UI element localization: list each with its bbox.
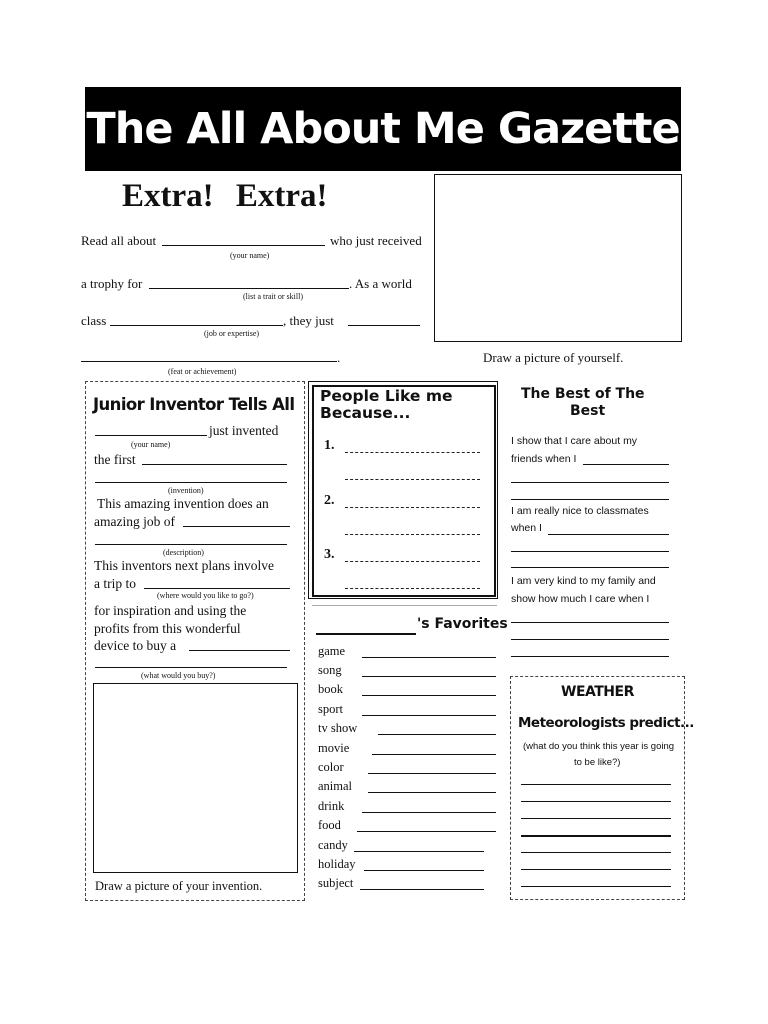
weather-subheading: Meteorologists predict... <box>518 715 694 731</box>
weather-heading: WEATHER <box>561 684 634 700</box>
invention-hint: (invention) <box>168 486 204 495</box>
reason-3-number: 3. <box>324 547 335 562</box>
best-p3-blank-1[interactable] <box>511 622 669 623</box>
reason-3-blank-a[interactable] <box>345 561 480 562</box>
fav-label-game: game <box>318 644 346 658</box>
headline: Extra! Extra! <box>122 178 328 214</box>
fav-blank-game[interactable] <box>362 657 496 658</box>
fav-label-movie: movie <box>318 741 350 755</box>
fav-blank-candy[interactable] <box>354 851 484 852</box>
job-blank[interactable] <box>110 325 283 326</box>
inspiration-line2: profits from this wonderful <box>94 621 241 636</box>
best-p3-blank-3[interactable] <box>511 656 669 657</box>
gazette-title: The All About Me Gazette <box>86 104 680 154</box>
next-plans-text: This inventors next plans involve <box>94 558 274 573</box>
job-hint: (job or expertise) <box>204 329 260 338</box>
fav-label-drink: drink <box>318 799 345 813</box>
reason-1-number: 1. <box>324 438 335 453</box>
weather-blank-4[interactable] <box>521 835 671 837</box>
feat-hint: (feat or achievement) <box>168 367 237 376</box>
your-name-hint: (your name) <box>230 251 270 260</box>
favorites-name-blank[interactable] <box>316 633 416 635</box>
people-heading-2: Because... <box>320 404 411 422</box>
best-heading-2: Best <box>570 403 606 419</box>
a-trip-to-text: a trip to <box>94 576 136 591</box>
best-p1-blank-3[interactable] <box>511 499 669 500</box>
trait-hint: (list a trait or skill) <box>243 292 303 301</box>
fav-label-food: food <box>318 818 341 832</box>
best-p3-line2: show how much I care when I <box>511 593 650 605</box>
favorites-top-rule <box>312 605 497 606</box>
fav-blank-subject[interactable] <box>360 889 484 890</box>
best-p1-line1: I show that I care about my <box>511 435 638 447</box>
favorites-heading: 's Favorites <box>417 616 508 632</box>
fav-label-sport: sport <box>318 702 343 716</box>
name-blank[interactable] <box>162 245 325 246</box>
best-p3-blank-2[interactable] <box>511 639 669 640</box>
reason-2-number: 2. <box>324 493 335 508</box>
best-p2-line1: I am really nice to classmates <box>511 505 649 517</box>
trait-blank[interactable] <box>149 288 349 289</box>
inventor-name-hint: (your name) <box>131 440 171 449</box>
best-p1-blank-1[interactable] <box>583 464 669 465</box>
class-text: class <box>81 313 107 328</box>
best-p2-blank-3[interactable] <box>511 567 669 568</box>
trophy-for-text: a trophy for <box>81 276 143 291</box>
fav-blank-movie[interactable] <box>372 754 496 755</box>
fav-label-animal: animal <box>318 779 353 793</box>
as-a-world-text: . As a world <box>349 276 412 291</box>
fav-label-tv-show: tv show <box>318 721 358 735</box>
read-all-about-text: Read all about <box>81 233 157 248</box>
gazette-title-banner <box>85 87 681 171</box>
weather-box <box>510 676 685 900</box>
fav-blank-food[interactable] <box>357 831 496 832</box>
fav-label-holiday: holiday <box>318 857 356 871</box>
fav-label-subject: subject <box>318 876 354 890</box>
weather-blank-7[interactable] <box>521 886 671 887</box>
where-hint: (where would you like to go?) <box>157 591 254 600</box>
best-heading-1: The Best of The <box>521 386 645 402</box>
fav-label-candy: candy <box>318 838 348 852</box>
fav-blank-drink[interactable] <box>362 812 496 813</box>
best-p2-line2: when I <box>511 522 542 534</box>
best-p3-line1: I am very kind to my family and <box>511 575 656 587</box>
feat-blank[interactable] <box>81 361 337 362</box>
weather-hint-1: (what do you think this year is going <box>523 741 675 752</box>
weather-blank-3[interactable] <box>521 818 671 819</box>
fav-label-book: book <box>318 682 343 696</box>
fav-label-song: song <box>318 663 342 677</box>
inspiration-line1: for inspiration and using the <box>94 603 247 618</box>
fav-blank-sport[interactable] <box>362 715 496 716</box>
description-hint: (description) <box>163 548 204 557</box>
buy-hint: (what would you buy?) <box>141 671 216 680</box>
invention-drawing-box[interactable] <box>93 683 298 873</box>
self-portrait-caption: Draw a picture of yourself. <box>483 350 624 365</box>
the-first-text: the first <box>94 452 136 467</box>
reason-2-blank-b[interactable] <box>345 534 480 535</box>
reason-1-blank-b[interactable] <box>345 479 480 480</box>
people-heading-1: People Like me <box>320 387 453 405</box>
weather-blank-5[interactable] <box>521 852 671 853</box>
fav-blank-book[interactable] <box>362 695 496 696</box>
just-invented-text: just invented <box>209 423 279 438</box>
weather-blank-2[interactable] <box>521 801 671 802</box>
reason-2-blank-a[interactable] <box>345 507 480 508</box>
fav-blank-tv-show[interactable] <box>378 734 496 735</box>
buy-blank-2[interactable] <box>95 667 287 668</box>
amazing-blank-2[interactable] <box>95 544 287 545</box>
invention-caption: Draw a picture of your invention. <box>95 879 263 893</box>
reason-3-blank-b[interactable] <box>345 588 480 589</box>
self-portrait-box[interactable] <box>434 174 682 342</box>
best-p2-blank-1[interactable] <box>548 534 669 535</box>
who-just-received-text: who just received <box>330 233 422 248</box>
they-just-text: , they just <box>283 313 334 328</box>
reason-1-blank-a[interactable] <box>345 452 480 453</box>
amazing-line1: This amazing invention does an <box>97 496 269 511</box>
invention-blank-1[interactable] <box>142 464 287 465</box>
they-just-blank[interactable] <box>348 325 420 326</box>
best-p1-line2: friends when I <box>511 453 577 465</box>
fav-blank-color[interactable] <box>368 773 496 774</box>
weather-blank-1[interactable] <box>521 784 671 785</box>
inventor-name-blank[interactable] <box>95 435 207 436</box>
amazing-job-of-text: amazing job of <box>94 514 175 529</box>
amazing-blank-1[interactable] <box>183 526 290 527</box>
trip-blank[interactable] <box>144 588 290 589</box>
weather-blank-6[interactable] <box>521 869 671 870</box>
fav-blank-holiday[interactable] <box>364 870 484 871</box>
fav-blank-animal[interactable] <box>368 792 496 793</box>
invention-blank-2[interactable] <box>95 482 287 483</box>
buy-blank-1[interactable] <box>189 650 290 651</box>
best-p1-blank-2[interactable] <box>511 482 669 483</box>
fav-label-color: color <box>318 760 344 774</box>
feat-period: . <box>337 350 341 365</box>
inventor-heading: Junior Inventor Tells All <box>93 395 295 414</box>
best-p2-blank-2[interactable] <box>511 551 669 552</box>
weather-hint-2: to be like?) <box>574 757 621 768</box>
device-buy-text: device to buy a <box>94 638 177 653</box>
fav-blank-song[interactable] <box>362 676 496 677</box>
